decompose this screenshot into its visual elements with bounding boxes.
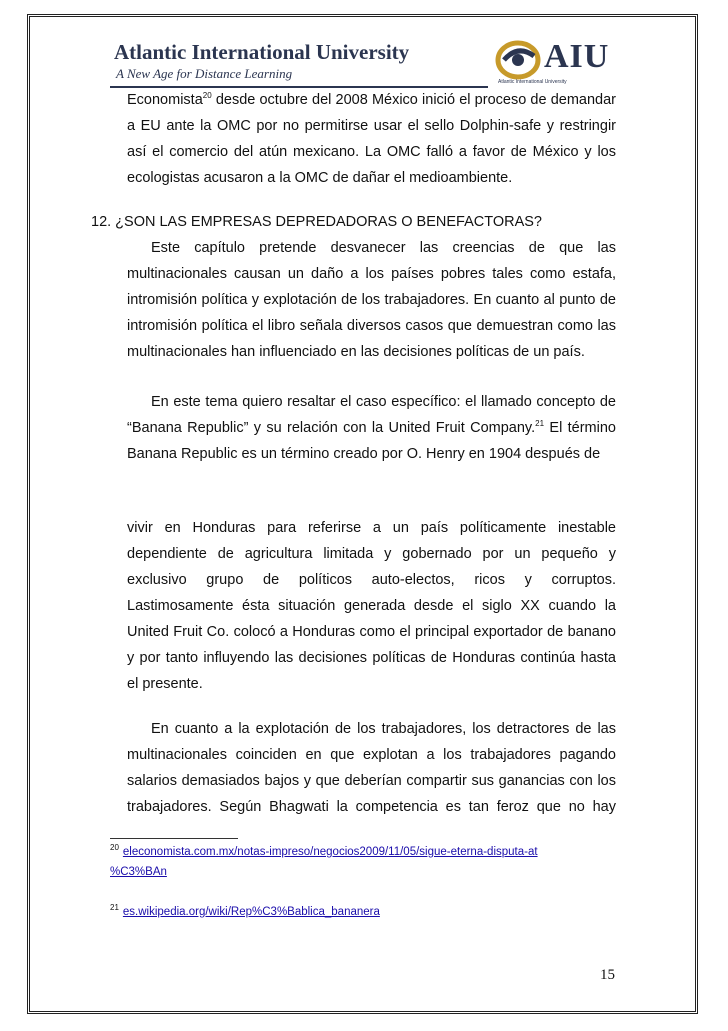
footnote-21 xyxy=(110,902,610,922)
footnote-20 xyxy=(110,842,610,882)
word-economista: Economista xyxy=(127,92,203,108)
paragraph-5 xyxy=(127,716,616,820)
paragraph-intro-text: desde octubre del 2008 México inició el proceso de demandar a EU ante la OMC por no permitirse usar el sello Dolphin-safe y restringir así el comercio del atún mexicano. La OMC falló a favor de México y los ecologistas acusaron a la OMC de dañar el medioambiente. xyxy=(127,92,616,186)
page-number: 15 xyxy=(600,967,615,983)
logo-subtext: Atlantic International University xyxy=(498,79,567,85)
section-heading: 12. ¿SON LAS EMPRESAS DEPREDADORAS O BENEFACTORAS? xyxy=(91,214,542,230)
aiu-logo xyxy=(494,38,620,90)
paragraph-2 xyxy=(127,235,616,365)
footnote-21-number: 21 xyxy=(110,903,119,912)
page-header xyxy=(110,38,620,90)
paragraph-4-text: vivir en Honduras para referirse a un país políticamente inestable dependiente de agricultura limitada y gobernado por un pequeño y exclusivo grupo de políticos auto-electos, ricos y corruptos. Lastimosamente ésta situación generada desde el siglo XX cuando la United Fruit Co. colocó a Honduras como el principal exportador de banano y por tanto influyendo las decisiones políticas de Honduras continúa hasta el presente. xyxy=(127,520,616,692)
paragraph-4 xyxy=(127,515,616,697)
footnote-21-link[interactable]: es.wikipedia.org/wiki/Rep%C3%Bablica_bananera xyxy=(122,906,380,918)
paragraph-intro xyxy=(127,87,616,191)
paragraph-3-text-a: En este tema quiero resaltar el caso específico: el llamado concepto de “Banana Republic” y su relación con la United Fruit Company. xyxy=(127,394,616,436)
paragraph-3-text-b: El término Banana Republic es un término creado por O. Henry en 1904 después de xyxy=(127,420,616,462)
globe-icon xyxy=(494,38,544,82)
logo-text: AIU xyxy=(544,38,610,75)
university-title: Atlantic International University xyxy=(114,40,410,64)
footnote-20-link-cont[interactable]: %C3%BAn xyxy=(110,866,167,878)
paragraph-3 xyxy=(127,389,616,467)
paragraph-5-text: En cuanto a la explotación de los trabajadores, los detractores de las multinacionales coinciden en que explotan a los trabajadores pagando salarios demasiados bajos y que deberían compartir sus ganancias con los trabajadores. Según Bhagwati la competencia es tan feroz que no hay xyxy=(127,721,616,815)
footnote-ref-21: 21 xyxy=(535,419,545,428)
footnote-ref-20: 20 xyxy=(202,91,212,100)
footnote-20-number: 20 xyxy=(110,843,119,852)
footnote-separator xyxy=(110,838,238,839)
paragraph-2-text: Este capítulo pretende desvanecer las creencias de que las multinacionales causan un daño a los países pobres tales como estafa, intromisión política y explotación de los trabajadores. En cuanto al punto de intromisión política el libro señala diversos casos que demuestran como las multinacionales han influenciado en las decisiones políticas de un país. xyxy=(127,240,616,360)
university-tagline: A New Age for Distance Learning xyxy=(116,66,293,81)
footnote-20-link[interactable]: eleconomista.com.mx/notas-impreso/negocios2009/11/05/sigue-eterna-disputa-at xyxy=(122,846,538,858)
